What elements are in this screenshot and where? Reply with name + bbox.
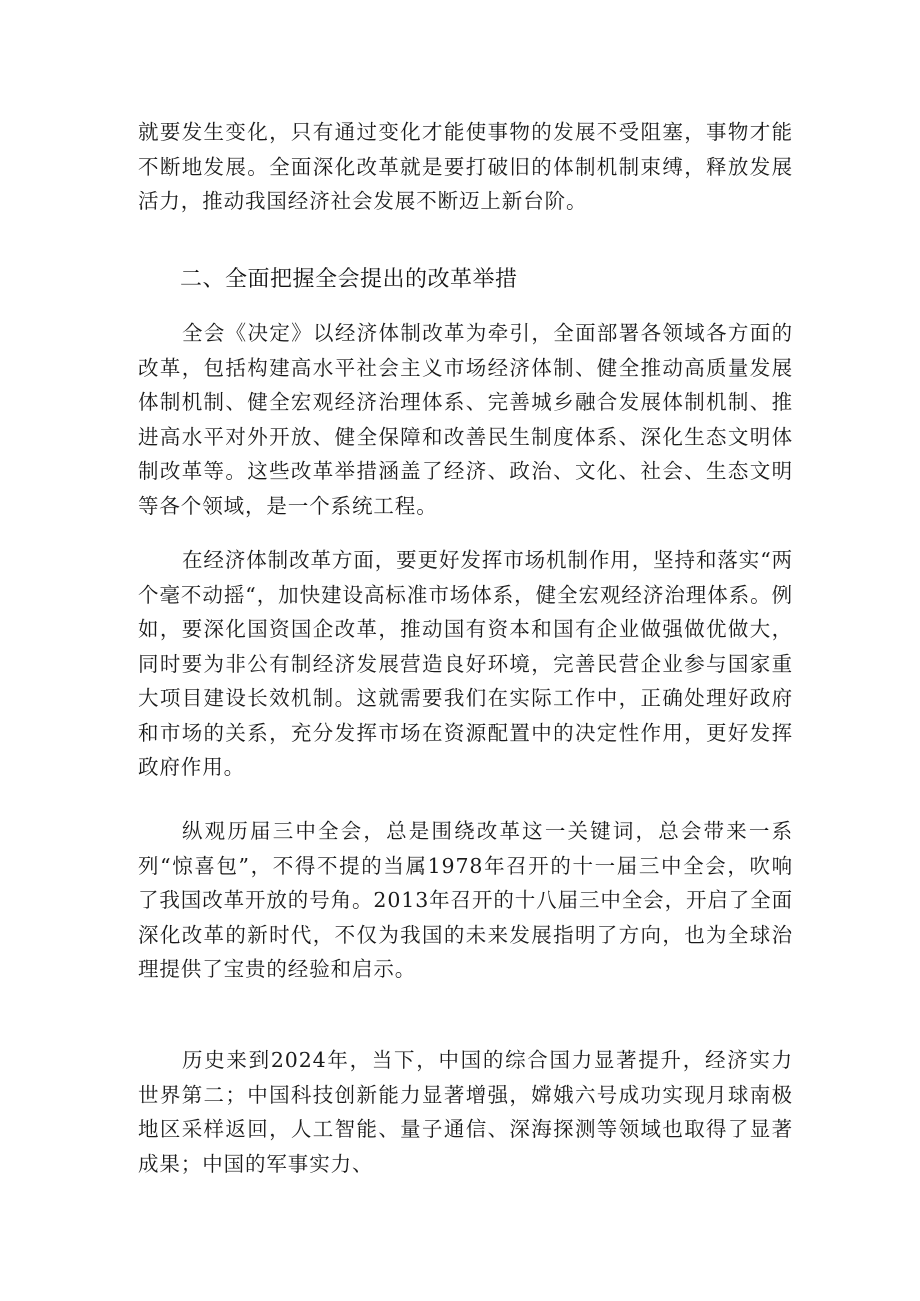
paragraph-economic-reform: 在经济体制改革方面，要更好发挥市场机制作用，坚持和落实“两个毫不动摇“，加快建设高标准市场体系，健全宏观经济治理体系。例如，要深化国资国企改革，推动国有资本和国有企业做强做优做大，同时要为非公有制经济发展营造良好环境，完善民营企业参与国家重大项目建设长效机制。这就需要我们在实际工作中，正确处理好政府和市场的关系，充分发挥市场在资源配置中的决定性作用，更好发挥政府作用。	[138, 548, 793, 779]
paragraph-reform-measures: 全会《决定》以经济体制改革为牵引，全面部署各领域各方面的改革，包括构建高水平社会主义市场经济体制、健全推动高质量发展体制机制、健全宏观经济治理体系、完善城乡融合发展体制机制、推进高水平对外开放、健全保障和改善民生制度体系、深化生态文明体制改革等。这些改革举措涵盖了经济、政治、文化、社会、生态文明等各个领域，是一个系统工程。	[138, 321, 793, 518]
paragraph-plenary-history: 纵观历届三中全会，总是围绕改革这一关键词，总会带来一系列“惊喜包”，不得不提的当属1978年召开的十一届三中全会，吹响了我国改革开放的号角。2013年召开的十八届三中全会，开启了全面深化改革的新时代，不仅为我国的未来发展指明了方向，也为全球治理提供了宝贵的经验和启示。	[138, 819, 793, 981]
section-heading: 二、全面把握全会提出的改革举措	[180, 267, 518, 292]
paragraph-2024-status: 历史来到2024年，当下，中国的综合国力显著提升，经济实力世界第二；中国科技创新能力显著增强，嫦娥六号成功实现月球南极地区采样返回，人工智能、量子通信、深海探测等领域也取得了显著成果；中国的军事实力、	[138, 1048, 793, 1176]
paragraph-continuation: 就要发生变化，只有通过变化才能使事物的发展不受阻塞，事物才能不断地发展。全面深化改革就是要打破旧的体制机制束缚，释放发展活力，推动我国经济社会发展不断迈上新台阶。	[138, 120, 793, 213]
